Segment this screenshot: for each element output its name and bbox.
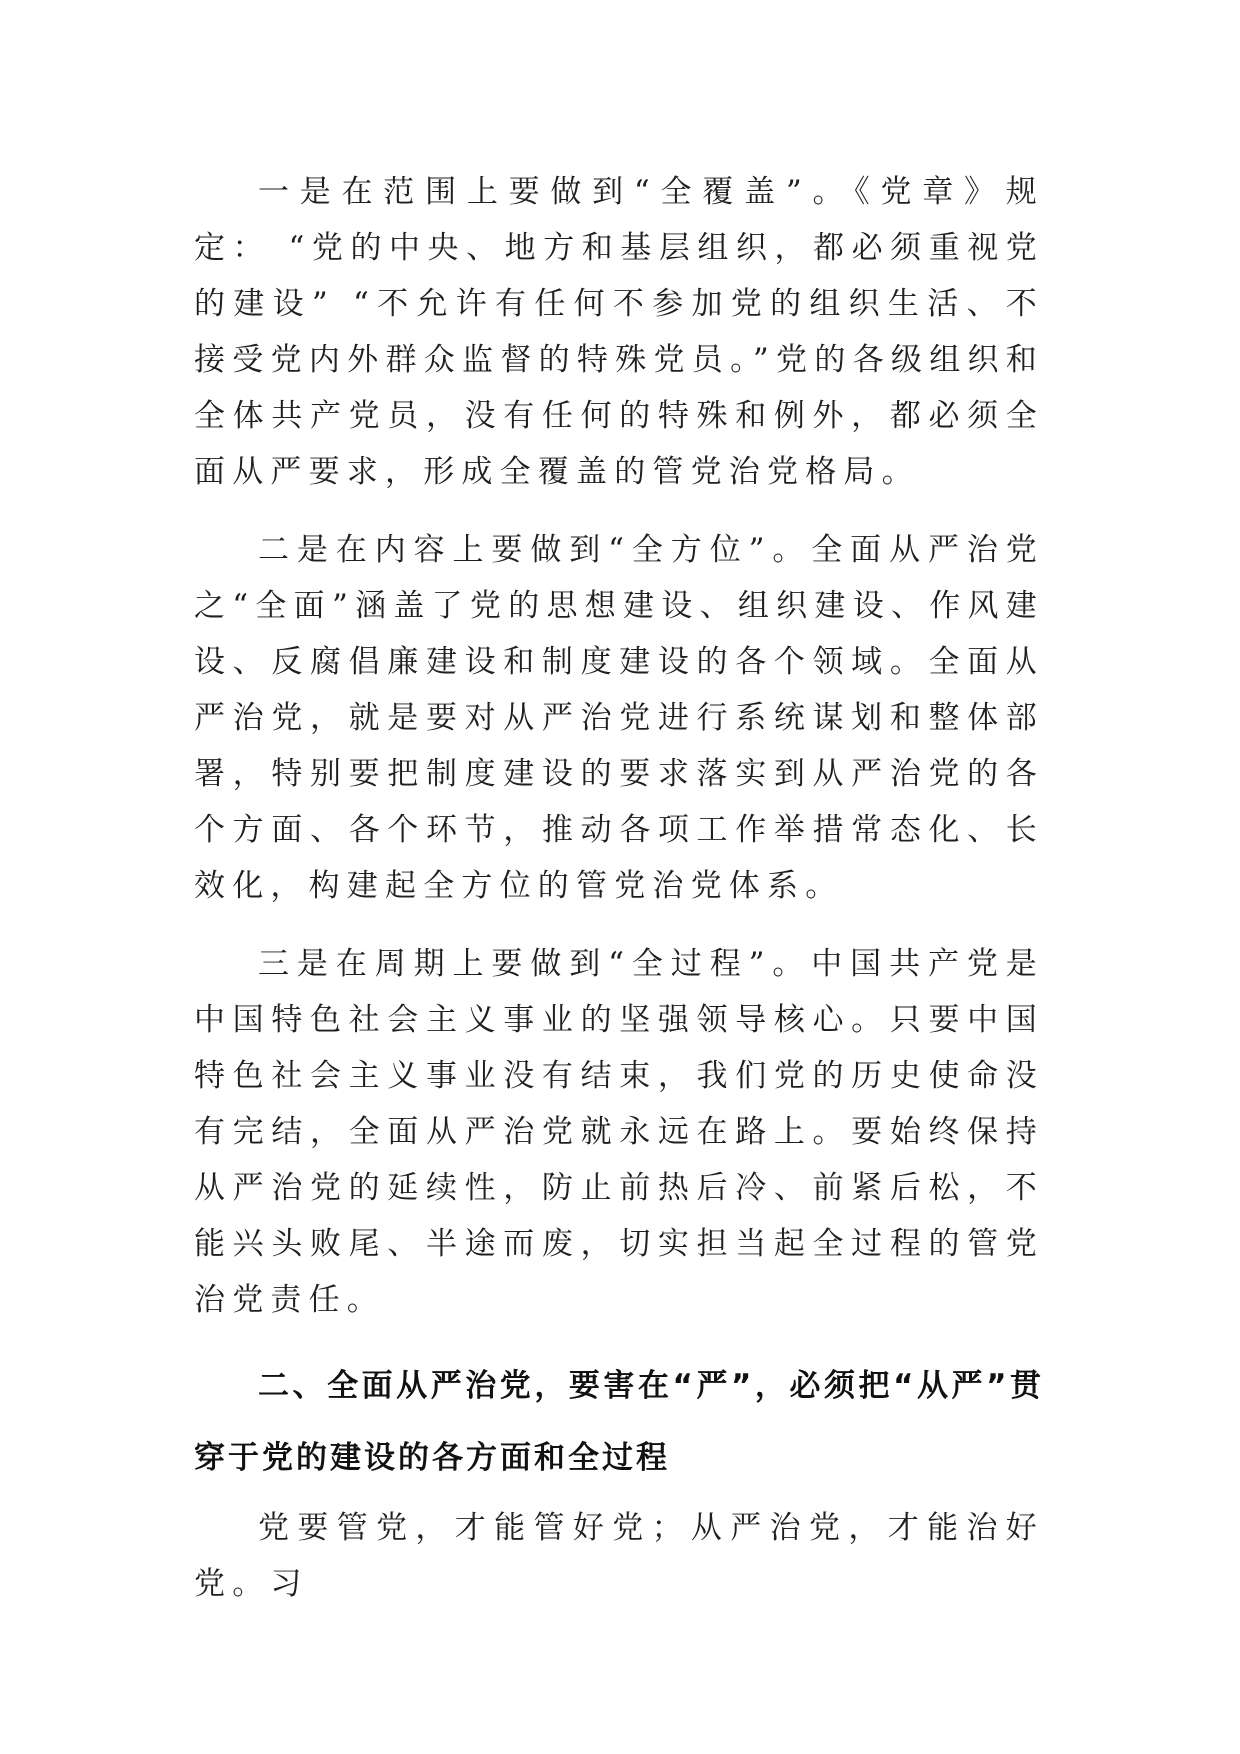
document-body — [194, 164, 1044, 1612]
paragraph-scope: 一是在范围上要做到“全覆盖”。《党章》规定： “党的中央、地方和基层组织，都必须重视党的建设” “不允许有任何不参加党的组织生活、不接受党内外群众监督的特殊党员。”党的各级组织和全体共产党员，没有任何的特殊和例外，都必须全面从严要求，形成全覆盖的管党治党格局。 — [194, 174, 1044, 490]
paragraph-cycle: 三是在周期上要做到“全过程”。中国共产党是中国特色社会主义事业的坚强领导核心。只要中国特色社会主义事业没有结束，我们党的历史使命没有完结，全面从严治党就永远在路上。要始终保持从严治党的延续性，防止前热后冷、前紧后松，不能兴头败尾、半途而废，切实担当起全过程的管党治党责任。 — [194, 946, 1044, 1318]
section-heading: 二、全面从严治党，要害在“严”，必须把“从严”贯穿于党的建设的各方面和全过程 — [194, 1368, 1044, 1476]
paragraph-final: 党要管党，才能管好党；从严治党，才能治好党。习 — [194, 1510, 1044, 1602]
paragraph-content: 二是在内容上要做到“全方位”。全面从严治党之“全面”涵盖了党的思想建设、组织建设、作风建设、反腐倡廉建设和制度建设的各个领域。全面从严治党，就是要对从严治党进行系统谋划和整体部署，特别要把制度建设的要求落实到从严治党的各个方面、各个环节，推动各项工作举措常态化、长效化，构建起全方位的管党治党体系。 — [194, 532, 1044, 904]
